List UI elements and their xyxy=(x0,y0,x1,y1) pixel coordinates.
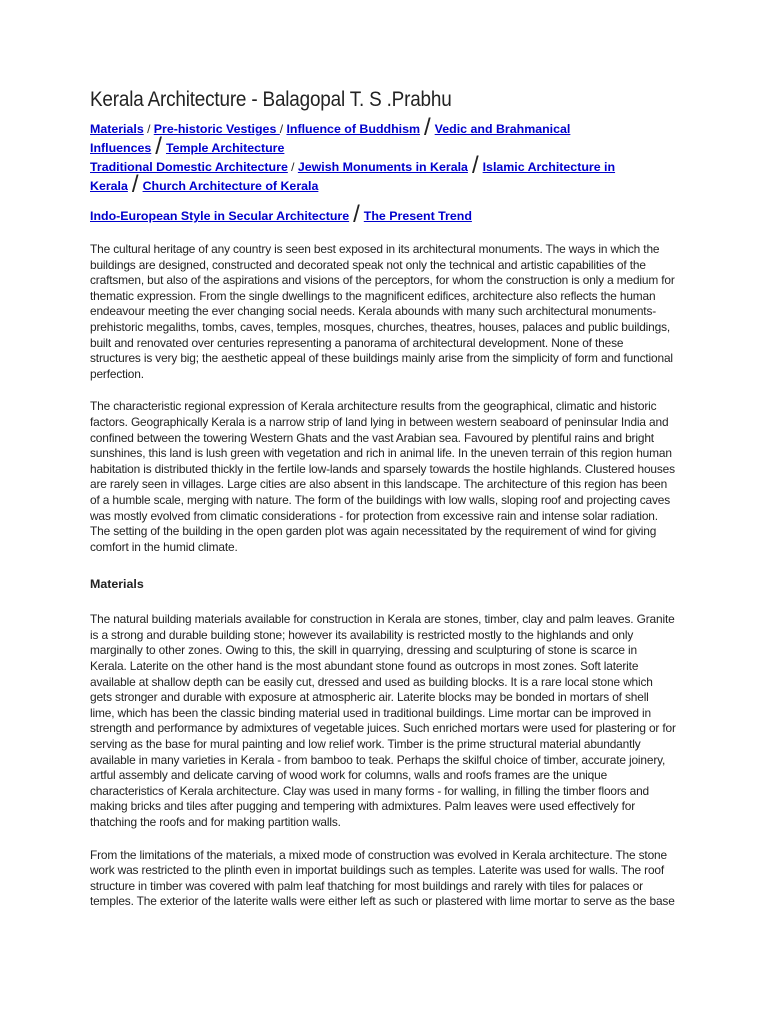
nav-separator: / xyxy=(424,114,431,141)
nav-separator: / xyxy=(279,122,287,136)
nav-link-present-trend[interactable]: The Present Trend xyxy=(363,209,472,223)
article-body xyxy=(90,242,676,910)
nav-link-traditional-domestic[interactable]: Traditional Domestic Architecture xyxy=(90,160,288,174)
nav-line xyxy=(90,201,670,228)
nav-link-temple-architecture[interactable]: Temple Architecture xyxy=(165,141,285,155)
page-title: Kerala Architecture - Balagopal T. S .Prabhu xyxy=(90,88,452,111)
nav-link-jewish-monuments[interactable]: Jewish Monuments in Kerala xyxy=(297,160,468,174)
nav-separator: / xyxy=(287,160,298,174)
regional-expression-paragraph: The characteristic regional expression of Kerala architecture results from the geographical, climatic and historic factors. Geographically Kerala is a narrow strip of land lying in between western seaboard of peninsular India and confined between the towering Western Ghats and the vast Arabian sea. Favoured by plentiful rains and bright sunshines, this land is lush green with vegetation and rich in animal life. In the uneven terrain of this region human habitation is distributed thickly in the fertile low-lands and sparsely towards the hostile highlands. Clustered houses are rarely seen in villages. Large cities are also absent in this landscape. The architecture of this region has been of a humble scale, merging with nature. The form of the buildings with low walls, sloping roof and projecting caves was mostly evolved from climatic considerations - for protection from excessive rain and intense solar radiation. The setting of the building in the open garden plot was again necessitated by the requirement of wind for giving comfort in the humid climate. xyxy=(90,399,675,554)
nav-link-church-architecture[interactable]: Church Architecture of Kerala xyxy=(142,179,319,193)
nav-link-islamic-architecture[interactable]: Islamic Architecture in Kerala xyxy=(90,160,616,193)
nav-separator: / xyxy=(471,152,479,179)
nav-link-vedic-brahmanical[interactable]: Vedic and Brahmanical Influences xyxy=(90,122,571,155)
nav-separator: / xyxy=(353,201,360,228)
nav-line xyxy=(90,114,670,160)
topic-navigation xyxy=(90,114,670,228)
nav-separator: / xyxy=(131,171,139,198)
nav-link-indo-european[interactable]: Indo-European Style in Secular Architecture xyxy=(90,209,350,223)
nav-line xyxy=(90,152,670,198)
nav-link-influence-of-buddhism[interactable]: Influence of Buddhism xyxy=(286,122,420,136)
nav-separator: / xyxy=(143,122,154,136)
nav-link-materials[interactable]: Materials xyxy=(90,122,144,136)
construction-paragraph: From the limitations of the materials, a mixed mode of construction was evolved in Kerala architecture. The stone work was restricted to the plinth even in importat buildings such as temples. Laterite was used for walls. The roof structure in timber was covered with palm leaf thatching for most buildings and rarely with tiles for palaces or temples. The exterior of the laterite walls were either left as such or plastered with lime mortar to serve as the base xyxy=(90,847,675,909)
intro-paragraph: The cultural heritage of any country is seen best exposed in its architectural monuments. The ways in which the buildings are designed, constructed and decorated speak not only the technical and artistic capabilities of the craftsmen, but also of the aspirations and visions of the perceptors, for whom the construction is only a medium for thematic expression. From the single dwellings to the magnificent edifices, architecture also reflects the human endeavour meeting the ever changing social needs. Kerala abounds with many such architectural monuments-prehistoric megaliths, tombs, caves, temples, mosques, churches, theatres, houses, palaces and public buildings, built and renovated over centuries representing a panorama of architectural development. None of these structures is very big; the aesthetic appeal of these buildings mainly arise from the simplicity of form and functional perfection. xyxy=(90,242,675,381)
nav-separator: / xyxy=(155,133,162,160)
materials-paragraph: The natural building materials available for construction in Kerala are stones, timber, clay and palm leaves. Granite is a strong and durable building stone; however its availability is restricted mostly to the highlands and only marginally to other zones. Owing to this, the skill in quarrying, dressing and sculpturing of stone is scarce in Kerala. Laterite on the other hand is the most abundant stone found as outcrops in most zones. Soft laterite available at shallow depth can be easily cut, dressed and used as building blocks. It is a rare local stone which gets stronger and durable with exposure at atmospheric air. Laterite blocks may be bonded in mortars of shell lime, which has been the classic binding material used in traditional buildings. Lime mortar can be improved in strength and performance by admixtures of vegetable juices. Such enriched mortars were used for plastering or for serving as the base for mural painting and low relief work. Timber is the prime structural material abundantly available in many varieties in Kerala - from bamboo to teak. Perhaps the skilful choice of timber, accurate joinery, artful assembly and delicate carving of wood work for columns, walls and roofs frames are the unique characteristics of Kerala architecture. Clay was used in many forms - for walling, in filling the timber floors and making bricks and tiles after pugging and tempering with admixtures. Palm leaves were used effectively for thatching the roofs and for making partition walls. xyxy=(90,612,676,829)
nav-link-prehistoric-vestiges[interactable]: Pre-historic Vestiges xyxy=(153,122,280,136)
materials-heading: Materials xyxy=(90,577,144,592)
